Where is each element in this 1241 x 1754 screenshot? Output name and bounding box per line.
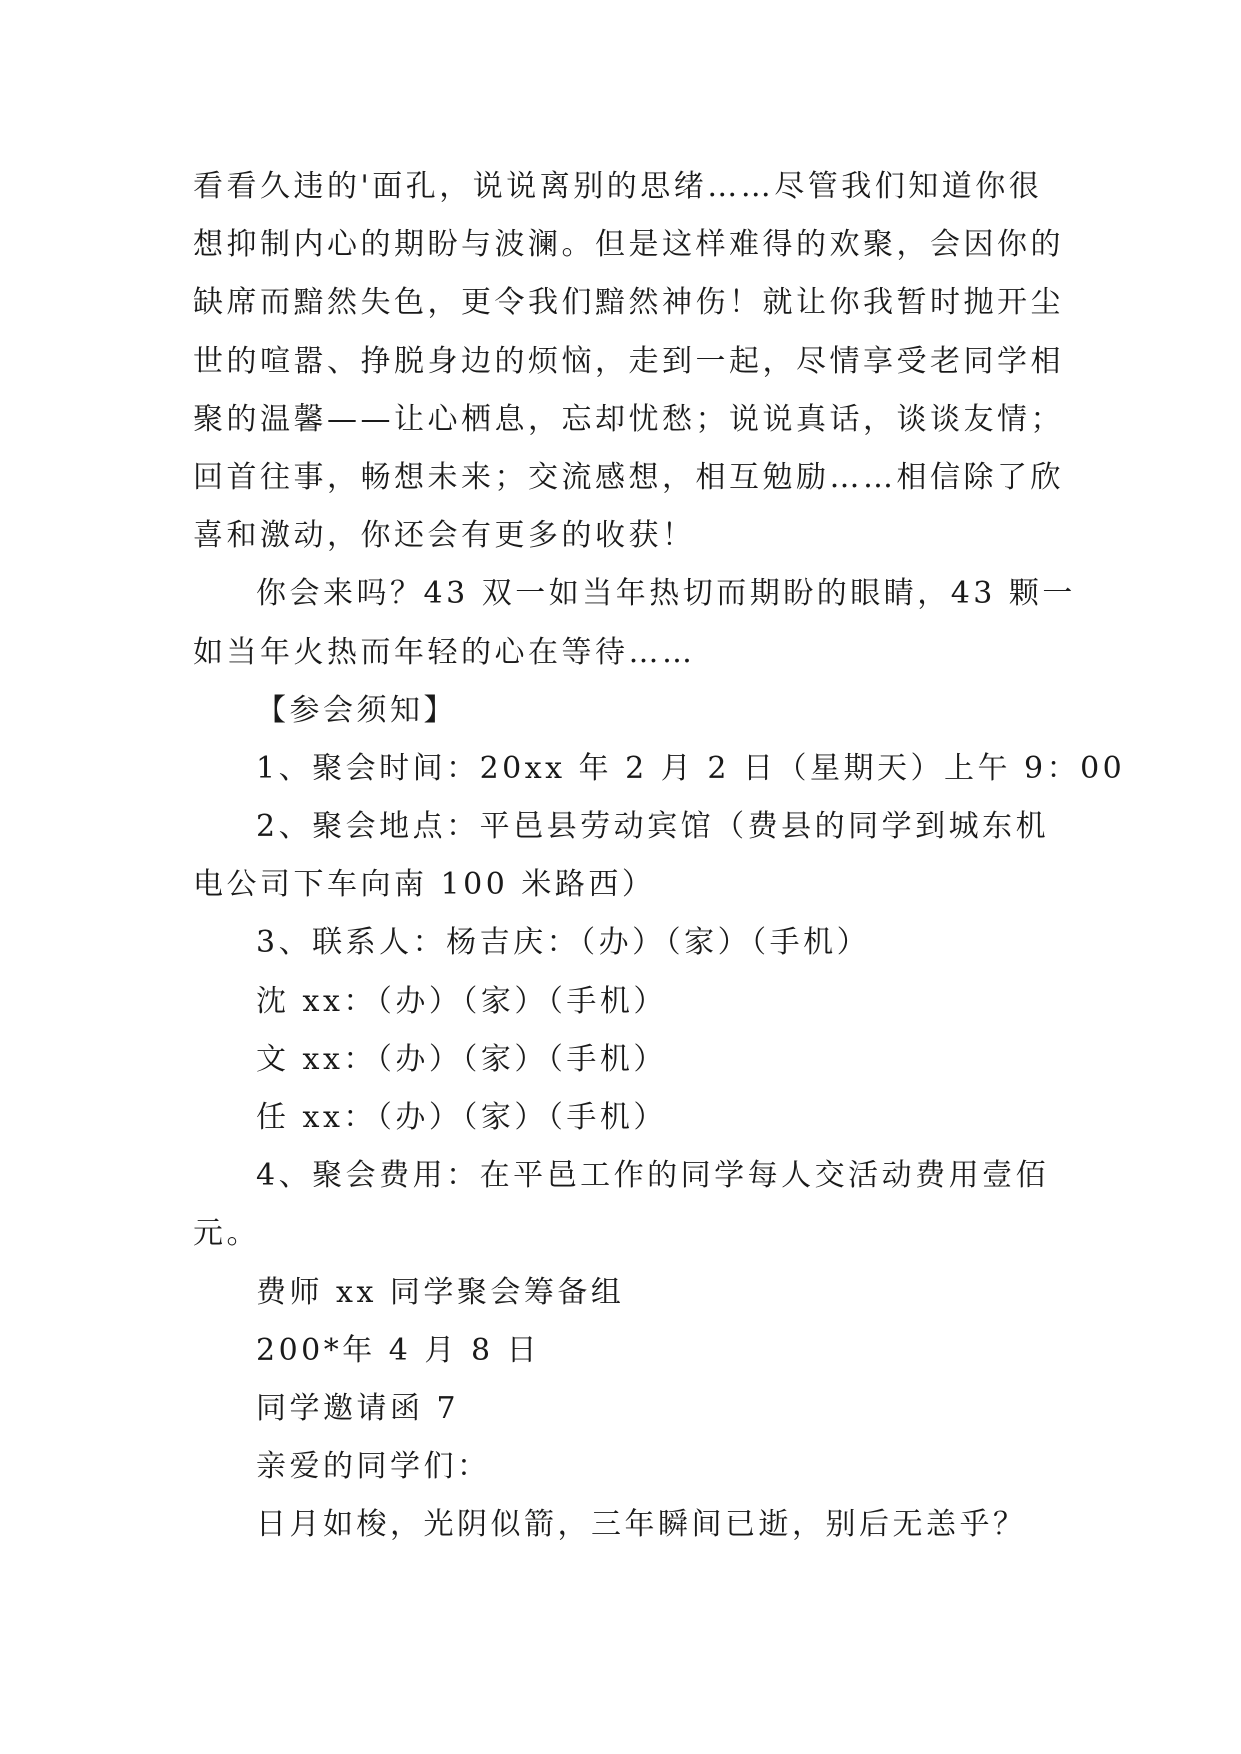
section-heading: 【参会须知】 (256, 692, 457, 728)
text-line: 想抑制内心的期盼与波澜。但是这样难得的欢聚，会因你的 (193, 227, 1064, 263)
document-body (193, 158, 1126, 1555)
text-line: 3、联系人：杨吉庆：（办）（家）（手机） (256, 925, 871, 961)
text-line: 世的喧嚣、挣脱身边的烦恼，走到一起，尽情享受老同学相 (193, 343, 1064, 379)
text-line: 4、聚会费用：在平邑工作的同学每人交活动费用壹佰 (256, 1158, 1050, 1194)
salutation: 亲爱的同学们： (256, 1449, 491, 1485)
date-line: 200*年 4 月 8 日 (256, 1332, 541, 1368)
signature-line: 费师 xx 同学聚会筹备组 (256, 1274, 625, 1310)
text-line: 缺席而黯然失色，更令我们黯然神伤！就让你我暂时抛开尘 (193, 285, 1064, 321)
text-line: 电公司下车向南 100 米路西） (193, 867, 656, 903)
section-title: 同学邀请函 7 (256, 1390, 460, 1426)
text-line: 回首往事，畅想未来；交流感想，相互勉励……相信除了欣 (193, 459, 1064, 495)
text-line: 文 xx：（办）（家）（手机） (256, 1041, 667, 1077)
text-line: 元。 (193, 1216, 260, 1252)
text-line: 2、聚会地点：平邑县劳动宾馆（费县的同学到城东机 (256, 809, 1050, 845)
text-line: 如当年火热而年轻的心在等待…… (193, 634, 696, 670)
text-line: 任 xx：（办）（家）（手机） (256, 1100, 667, 1135)
text-line: 聚的温馨——让心栖息，忘却忧愁；说说真话，谈谈友情； (193, 401, 1064, 437)
text-line: 看看久违的'面孔，说说离别的思绪……尽管我们知道你很 (193, 169, 1043, 204)
text-line: 1、聚会时间：20xx 年 2 月 2 日（星期天）上午 9：00 (256, 750, 1126, 786)
text-line: 你会来吗？43 双一如当年热切而期盼的眼睛，43 颗一 (256, 576, 1076, 612)
text-line: 日月如梭，光阴似箭，三年瞬间已逝，别后无恙乎？ (256, 1507, 1027, 1543)
text-line: 喜和激动，你还会有更多的收获！ (193, 518, 696, 554)
text-line: 沈 xx：（办）（家）（手机） (256, 983, 667, 1019)
